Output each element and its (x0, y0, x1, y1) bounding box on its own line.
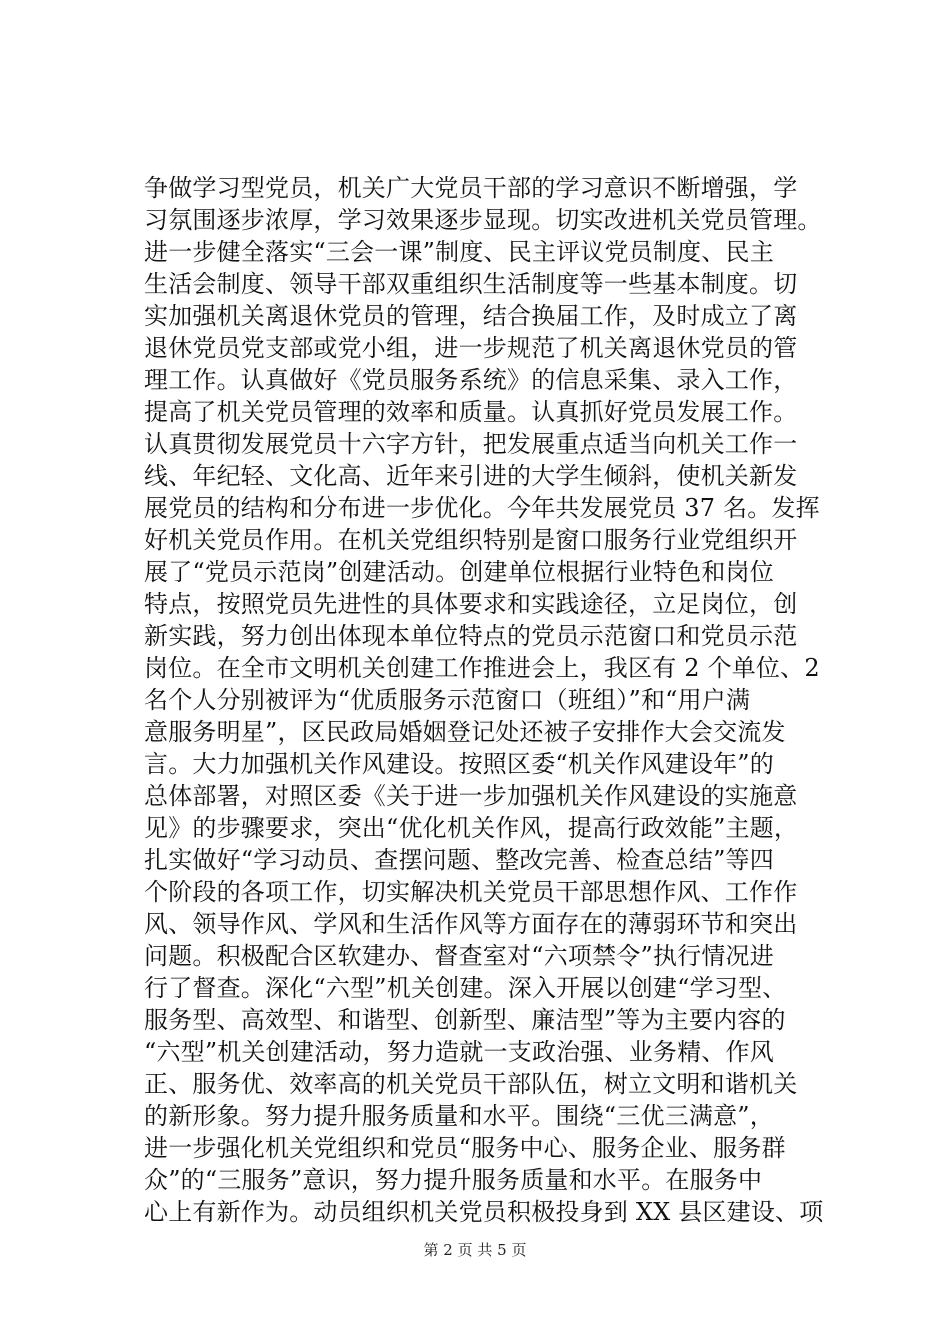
text-line: 展党员的结构和分布进一步优化。今年共发展党员 37 名。发挥 (144, 494, 820, 522)
text-line: 退休党员党支部或党小组，进一步规范了机关离退休党员的管 (144, 334, 798, 362)
text-line: 个阶段的各项工作，切实解决机关党员干部思想作风、工作作 (144, 878, 798, 906)
text-line: 进一步强化机关党组织和党员“服务中心、服务企业、服务群 (144, 1134, 786, 1162)
text-line: 总体部署，对照区委《关于进一步加强机关作风建设的实施意 (144, 782, 798, 810)
text-line: 行了督查。深化“六型”机关创建。深入开展以创建“学习型、 (144, 974, 787, 1002)
text-line: “六型”机关创建活动，努力造就一支政治强、业务精、作风 (144, 1038, 774, 1066)
text-line: 理工作。认真做好《党员服务系统》的信息采集、录入工作， (144, 366, 798, 394)
text-line: 风、领导作风、学风和生活作风等方面存在的薄弱环节和突出 (144, 910, 798, 938)
text-line: 意服务明星”，区民政局婚姻登记处还被子安排作大会交流发 (144, 718, 786, 746)
text-line: 众”的“三服务”意识，努力提升服务质量和水平。在服务中 (144, 1166, 763, 1194)
text-line: 新实践，努力创出体现本单位特点的党员示范窗口和党员示范 (144, 622, 798, 650)
text-line: 进一步健全落实“三会一课”制度、民主评议党员制度、民主 (144, 238, 774, 266)
text-line: 争做学习型党员，机关广大党员干部的学习意识不断增强，学 (144, 174, 798, 202)
text-line: 生活会制度、领导干部双重组织生活制度等一些基本制度。切 (144, 270, 798, 298)
text-line: 的新形象。努力提升服务质量和水平。围绕“三优三满意”， (144, 1102, 774, 1130)
text-line: 名个人分别被评为“优质服务示范窗口（班组）”和“用户满 (144, 686, 751, 714)
text-line: 服务型、高效型、和谐型、创新型、廉洁型”等为主要内容的 (144, 1006, 786, 1034)
text-line: 言。大力加强机关作风建设。按照区委“机关作风建设年”的 (144, 750, 774, 778)
text-line: 岗位。在全市文明机关创建工作推进会上，我区有 2 个单位、2 (144, 654, 820, 682)
text-line: 正、服务优、效率高的机关党员干部队伍，树立文明和谐机关 (144, 1070, 798, 1098)
text-line: 问题。积极配合区软建办、督查室对“六项禁令”执行情况进 (144, 942, 774, 970)
text-line: 习氛围逐步浓厚，学习效果逐步显现。切实改进机关党员管理。 (144, 206, 822, 234)
body-text (144, 172, 844, 1228)
text-line: 好机关党员作用。在机关党组织特别是窗口服务行业党组织开 (144, 526, 798, 554)
text-line: 展了“党员示范岗”创建活动。创建单位根据行业特色和岗位 (144, 558, 774, 586)
text-line: 线、年纪轻、文化高、近年来引进的大学生倾斜，使机关新发 (144, 462, 798, 490)
text-line: 认真贯彻发展党员十六字方针，把发展重点适当向机关工作一 (144, 430, 798, 458)
text-line: 心上有新作为。动员组织机关党员积极投身到 XX 县区建设、项 (144, 1198, 824, 1226)
text-line: 提高了机关党员管理的效率和质量。认真抓好党员发展工作。 (144, 398, 798, 426)
text-line: 扎实做好“学习动员、查摆问题、整改完善、检查总结”等四 (144, 846, 774, 874)
page-footer: 第 2 页 共 5 页 (423, 1241, 527, 1259)
text-line: 特点，按照党员先进性的具体要求和实践途径，立足岗位，创 (144, 590, 798, 618)
text-line: 实加强机关离退休党员的管理，结合换届工作，及时成立了离 (144, 302, 798, 330)
text-line: 见》的步骤要求，突出“优化机关作风，提高行政效能”主题， (144, 814, 799, 842)
